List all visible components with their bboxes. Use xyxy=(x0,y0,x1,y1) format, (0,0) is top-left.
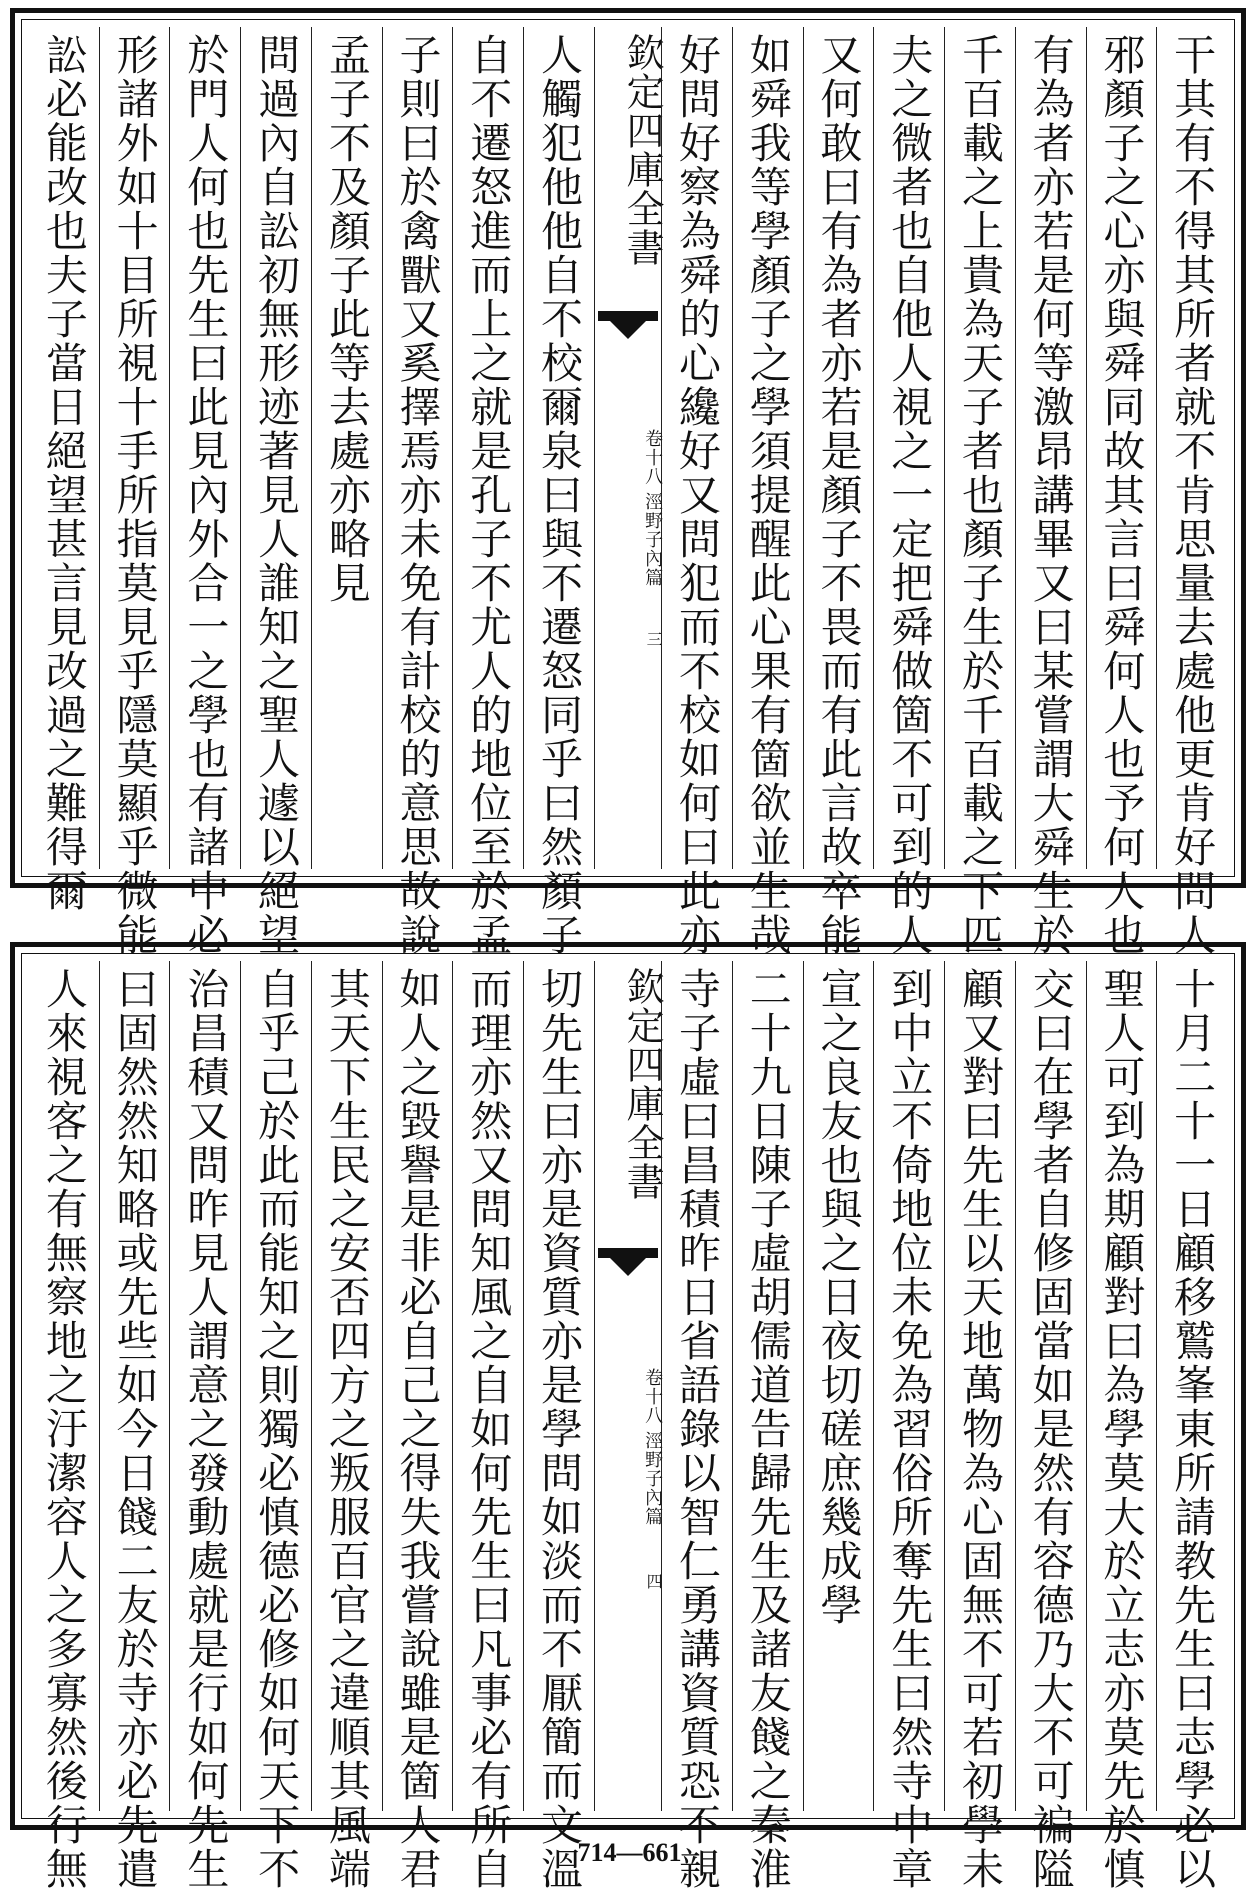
text-column: 到中立不倚地位未免為習俗所奪先生曰然寺中章 xyxy=(873,961,944,1811)
sub-title: 涇野子內篇 xyxy=(642,1431,664,1527)
text-column: 寺子虛曰昌積昨日省語錄以智仁勇講資質恐不親 xyxy=(661,961,732,1811)
text-column: 治昌積又問昨見人謂意之發動處就是行如何先生 xyxy=(169,961,240,1811)
text-column: 而理亦然又問知風之自如何先生曰凡事必有所自 xyxy=(452,961,523,1811)
text-column: 自乎己於此而能知之則獨必慎德必修如何天下不 xyxy=(240,961,311,1811)
text-column: 干其有不得其所者就不肯思量去處他更肯好問人 xyxy=(1156,27,1227,869)
text-column: 訟必能改也夫子當日絕望甚言見改過之難得爾 xyxy=(39,33,89,913)
text-column: 孟子不及顏子此等去處亦略見 xyxy=(311,27,382,869)
text-column: 交曰在學者自修固當如是然有容德乃大不可褊隘 xyxy=(1015,961,1086,1811)
top-page-panel xyxy=(10,8,1246,957)
text-column: 自不遷怒進而上之就是孔子不尤人的地位至於孟 xyxy=(452,27,523,869)
sub-title-block xyxy=(595,389,664,587)
text-column: 二十九日陳子虛胡儒道告歸先生及諸友餞之秦淮 xyxy=(732,961,803,1811)
text-column: 十月二十一日顧移鷲峯東所請教先生曰志學必以 xyxy=(1156,961,1227,1811)
fishtail-mark xyxy=(595,311,661,345)
text-column: 於門人何也先生曰此見內外合一之學也有諸中必 xyxy=(169,27,240,869)
book-header: 欽定四庫全書 xyxy=(620,33,665,267)
text-column: 人觸犯他他自不校爾泉曰與不遷怒同乎曰然顏子 xyxy=(523,27,594,869)
text-column: 如人之毀譽是非必自己之得失我嘗說雖是箇人君 xyxy=(382,961,453,1811)
text-column: 夫之微者也自他人視之一定把舜做箇不可到的人 xyxy=(873,27,944,869)
text-column: 其天下生民之安否四方之叛服百官之違順其風端 xyxy=(311,961,382,1811)
top-text-columns xyxy=(29,27,1227,957)
center-margin-column xyxy=(594,961,665,1811)
text-column: 邪顏子之心亦與舜同故其言曰舜何人也予何人也 xyxy=(1086,27,1157,869)
text-column: 好問好察為舜的心纔好又問犯而不校如何曰此亦 xyxy=(661,27,732,869)
text-column: 聖人可到為期顧對曰為學莫大於立志亦莫先於慎 xyxy=(1086,961,1157,1811)
text-column: 顧又對曰先生以天地萬物為心固無不可若初學未 xyxy=(944,961,1015,1811)
sub-title: 涇野子內篇 xyxy=(642,492,664,587)
page-number: 三 xyxy=(644,631,664,649)
sub-volume: 卷十八 xyxy=(642,1368,664,1426)
fishtail-mark xyxy=(595,1248,661,1282)
text-column: 問過內自訟初無形迹著見人誰知之聖人遽以絕望 xyxy=(240,27,311,869)
page-number: 四 xyxy=(644,1572,664,1591)
text-column: 子則曰於禽獸又奚擇焉亦未免有計校的意思故說 xyxy=(382,27,453,869)
text-column: 人來視客之有無察地之汙潔容人之多寡然後行無 xyxy=(39,967,89,1891)
text-column: 如舜我等學顏子之學須提醒此心果有箇欲並生哉 xyxy=(732,27,803,869)
text-column: 有為者亦若是何等激昂講畢又曰某嘗謂大舜生於 xyxy=(1015,27,1086,869)
page-footer-number: 714—661 xyxy=(577,1838,682,1867)
center-margin-column xyxy=(594,27,665,869)
book-header: 欽定四庫全書 xyxy=(620,967,665,1201)
text-column: 形諸外如十目所視十手所指莫見乎隱莫顯乎微能 xyxy=(99,27,170,869)
sub-title-block xyxy=(595,1328,664,1527)
text-column: 曰固然然知略或先些如今日餞二友於寺亦必先遣 xyxy=(99,961,170,1811)
text-column: 又何敢曰有為者亦若是顏子不畏而有此言故卒能 xyxy=(803,27,874,869)
text-column: 切先生曰亦是資質亦是學問如淡而不厭簡而文溫 xyxy=(523,961,594,1811)
sub-volume: 卷十八 xyxy=(642,429,664,486)
text-column: 宣之良友也與之日夜切磋庶幾成學 xyxy=(803,961,874,1811)
text-column: 千百載之上貴為天子者也顏子生於千百載之下匹 xyxy=(944,27,1015,869)
